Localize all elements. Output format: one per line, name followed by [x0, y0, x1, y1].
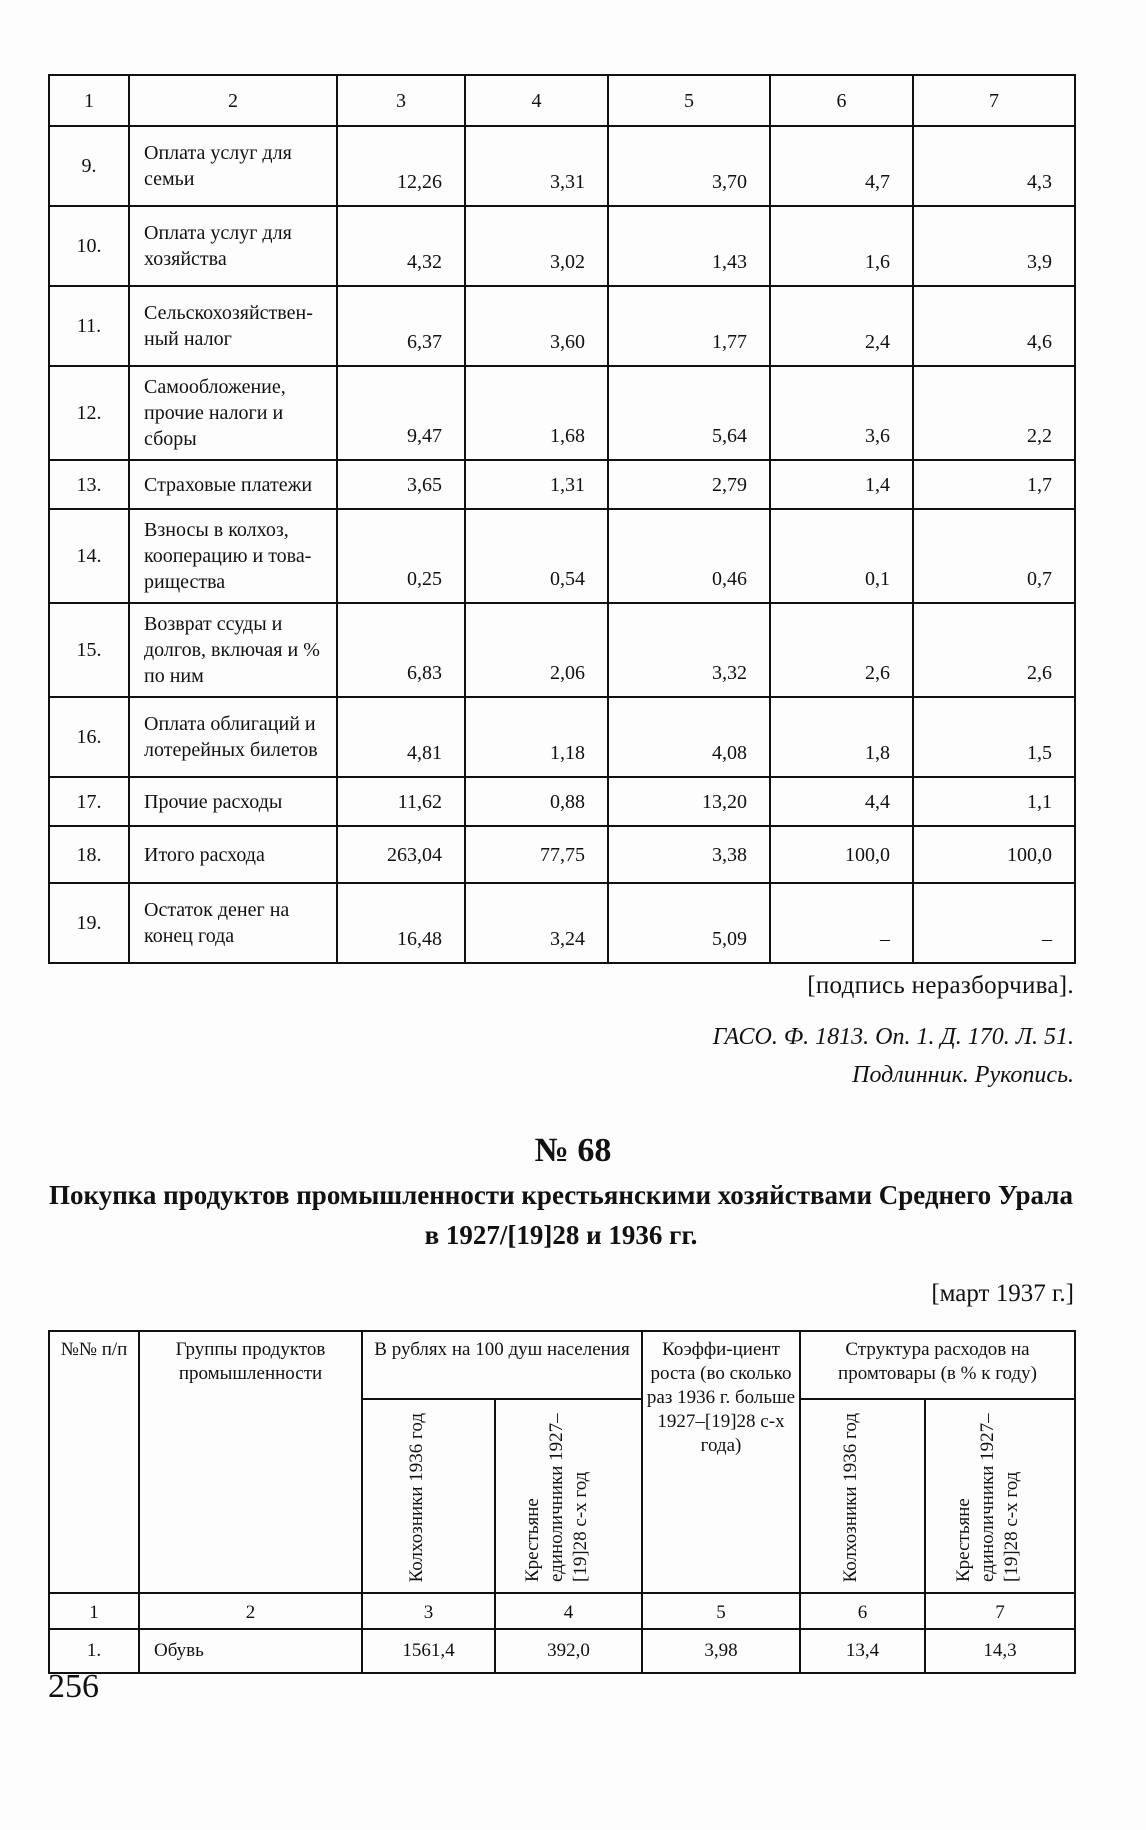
value-cell: 100,0: [913, 826, 1075, 883]
row-number: 10.: [49, 206, 129, 286]
table-row: [49, 777, 1075, 826]
purchases-table: [48, 1330, 1076, 1674]
column-index: 7: [925, 1593, 1075, 1629]
column-index: 5: [608, 75, 770, 126]
table-header-row: [49, 75, 1075, 126]
value-cell: 16,48: [337, 883, 465, 963]
sub-kolkhoz-structure: Колхозники 1936 год: [800, 1399, 925, 1593]
value-cell: 2,6: [770, 603, 913, 697]
value-cell: 3,9: [913, 206, 1075, 286]
value-cell: 4,32: [337, 206, 465, 286]
row-number: 9.: [49, 126, 129, 206]
value-cell: 0,1: [770, 509, 913, 603]
value-cell: –: [913, 883, 1075, 963]
column-index: 6: [800, 1593, 925, 1629]
value-cell: 4,81: [337, 697, 465, 777]
row-label: Оплата услуг для семьи: [129, 126, 337, 206]
row-label: Оплата облигаций и лотерейных билетов: [129, 697, 337, 777]
table-header-row: [49, 1331, 1075, 1399]
value-cell: 13,20: [608, 777, 770, 826]
column-index: 3: [362, 1593, 495, 1629]
value-cell: 4,3: [913, 126, 1075, 206]
value-cell: 13,4: [800, 1629, 925, 1673]
document-date: [март 1937 г.]: [931, 1280, 1074, 1307]
table-row: [49, 1629, 1075, 1673]
value-cell: 100,0: [770, 826, 913, 883]
row-number: 17.: [49, 777, 129, 826]
row-number: 16.: [49, 697, 129, 777]
value-cell: 0,54: [465, 509, 608, 603]
row-number: 11.: [49, 286, 129, 366]
value-cell: 2,06: [465, 603, 608, 697]
value-cell: 1,43: [608, 206, 770, 286]
column-index: 5: [642, 1593, 800, 1629]
value-cell: 263,04: [337, 826, 465, 883]
row-number: 13.: [49, 460, 129, 509]
row-label: Остаток денег на конец года: [129, 883, 337, 963]
value-cell: 2,4: [770, 286, 913, 366]
value-cell: 3,98: [642, 1629, 800, 1673]
value-cell: 3,31: [465, 126, 608, 206]
value-cell: 3,6: [770, 366, 913, 460]
row-label: Прочие расходы: [129, 777, 337, 826]
table-row: [49, 826, 1075, 883]
value-cell: 4,4: [770, 777, 913, 826]
column-index: 2: [129, 75, 337, 126]
value-cell: 4,7: [770, 126, 913, 206]
col-group-header: Группы продуктов промышленности: [139, 1331, 362, 1593]
value-cell: 6,37: [337, 286, 465, 366]
column-index: 1: [49, 75, 129, 126]
col-number-header: №№ п/п: [49, 1331, 139, 1593]
sub-individual-rubles: Крестьяне единоличники 1927–[19]28 с-х год: [495, 1399, 642, 1593]
row-label: Взносы в колхоз, кооперацию и това-рищества: [129, 509, 337, 603]
signature-note: [подпись неразборчива].: [807, 972, 1074, 999]
column-index: 3: [337, 75, 465, 126]
value-cell: 1,1: [913, 777, 1075, 826]
row-label: Страховые платежи: [129, 460, 337, 509]
source-type: Подлинник. Рукопись.: [852, 1062, 1074, 1088]
value-cell: 1561,4: [362, 1629, 495, 1673]
row-label: Возврат ссуды и долгов, включая и % по ним: [129, 603, 337, 697]
value-cell: 9,47: [337, 366, 465, 460]
row-number: 15.: [49, 603, 129, 697]
table-row: [49, 460, 1075, 509]
value-cell: 77,75: [465, 826, 608, 883]
table-row: [49, 603, 1075, 697]
value-cell: 5,09: [608, 883, 770, 963]
row-number: 14.: [49, 509, 129, 603]
value-cell: 1,4: [770, 460, 913, 509]
row-label: Итого расхода: [129, 826, 337, 883]
row-label: Обувь: [139, 1629, 362, 1673]
row-number: 1.: [49, 1629, 139, 1673]
value-cell: 0,25: [337, 509, 465, 603]
col-coef-header: Коэффи-циент роста (во сколько раз 1936 г. больше 1927–[19]28 с-х года): [642, 1331, 800, 1593]
value-cell: 3,02: [465, 206, 608, 286]
value-cell: 3,70: [608, 126, 770, 206]
table-row: [49, 366, 1075, 460]
table-row: [49, 126, 1075, 206]
value-cell: 1,6: [770, 206, 913, 286]
table-row: [49, 697, 1075, 777]
value-cell: 14,3: [925, 1629, 1075, 1673]
source-reference: [713, 1018, 1074, 1094]
value-cell: 2,6: [913, 603, 1075, 697]
value-cell: 2,79: [608, 460, 770, 509]
value-cell: 0,7: [913, 509, 1075, 603]
sub-individual-structure: Крестьяне единоличники 1927–[19]28 с-х год: [925, 1399, 1075, 1593]
expenses-table: [48, 74, 1076, 964]
column-index: 4: [495, 1593, 642, 1629]
row-number: 18.: [49, 826, 129, 883]
table-row: [49, 509, 1075, 603]
archive-reference: ГАСО. Ф. 1813. Оп. 1. Д. 170. Л. 51.: [712, 1024, 1074, 1050]
row-number: 19.: [49, 883, 129, 963]
value-cell: 12,26: [337, 126, 465, 206]
value-cell: 11,62: [337, 777, 465, 826]
column-index: 7: [913, 75, 1075, 126]
row-number: 12.: [49, 366, 129, 460]
value-cell: 4,08: [608, 697, 770, 777]
table-row: [49, 286, 1075, 366]
value-cell: 1,77: [608, 286, 770, 366]
value-cell: 1,8: [770, 697, 913, 777]
value-cell: 3,38: [608, 826, 770, 883]
column-index: 2: [139, 1593, 362, 1629]
column-index: 4: [465, 75, 608, 126]
column-index-row: [49, 1593, 1075, 1629]
row-label: Самообложение, прочие налоги и сборы: [129, 366, 337, 460]
value-cell: 3,65: [337, 460, 465, 509]
page-number: 256: [48, 1668, 99, 1705]
sub-kolkhoz-rubles: Колхозники 1936 год: [362, 1399, 495, 1593]
value-cell: 1,7: [913, 460, 1075, 509]
value-cell: 3,24: [465, 883, 608, 963]
value-cell: 1,68: [465, 366, 608, 460]
value-cell: 6,83: [337, 603, 465, 697]
document-number: № 68: [534, 1132, 612, 1169]
value-cell: 1,31: [465, 460, 608, 509]
value-cell: 2,2: [913, 366, 1075, 460]
value-cell: 3,32: [608, 603, 770, 697]
col-rubles-header: В рублях на 100 душ населения: [362, 1331, 642, 1399]
value-cell: 0,88: [465, 777, 608, 826]
value-cell: –: [770, 883, 913, 963]
document-title: Покупка продуктов промышленности крестьянскими хозяйствами Среднего Урала в 1927/[19]28 и 1936 гг.: [49, 1180, 1073, 1250]
value-cell: 1,5: [913, 697, 1075, 777]
column-index: 6: [770, 75, 913, 126]
value-cell: 0,46: [608, 509, 770, 603]
row-label: Оплата услуг для хозяйства: [129, 206, 337, 286]
value-cell: 392,0: [495, 1629, 642, 1673]
row-label: Сельскохозяйствен-ный налог: [129, 286, 337, 366]
value-cell: 4,6: [913, 286, 1075, 366]
value-cell: 5,64: [608, 366, 770, 460]
value-cell: 3,60: [465, 286, 608, 366]
table-row: [49, 883, 1075, 963]
column-index: 1: [49, 1593, 139, 1629]
col-structure-header: Структура расходов на промтовары (в % к году): [800, 1331, 1075, 1399]
value-cell: 1,18: [465, 697, 608, 777]
table-row: [49, 206, 1075, 286]
